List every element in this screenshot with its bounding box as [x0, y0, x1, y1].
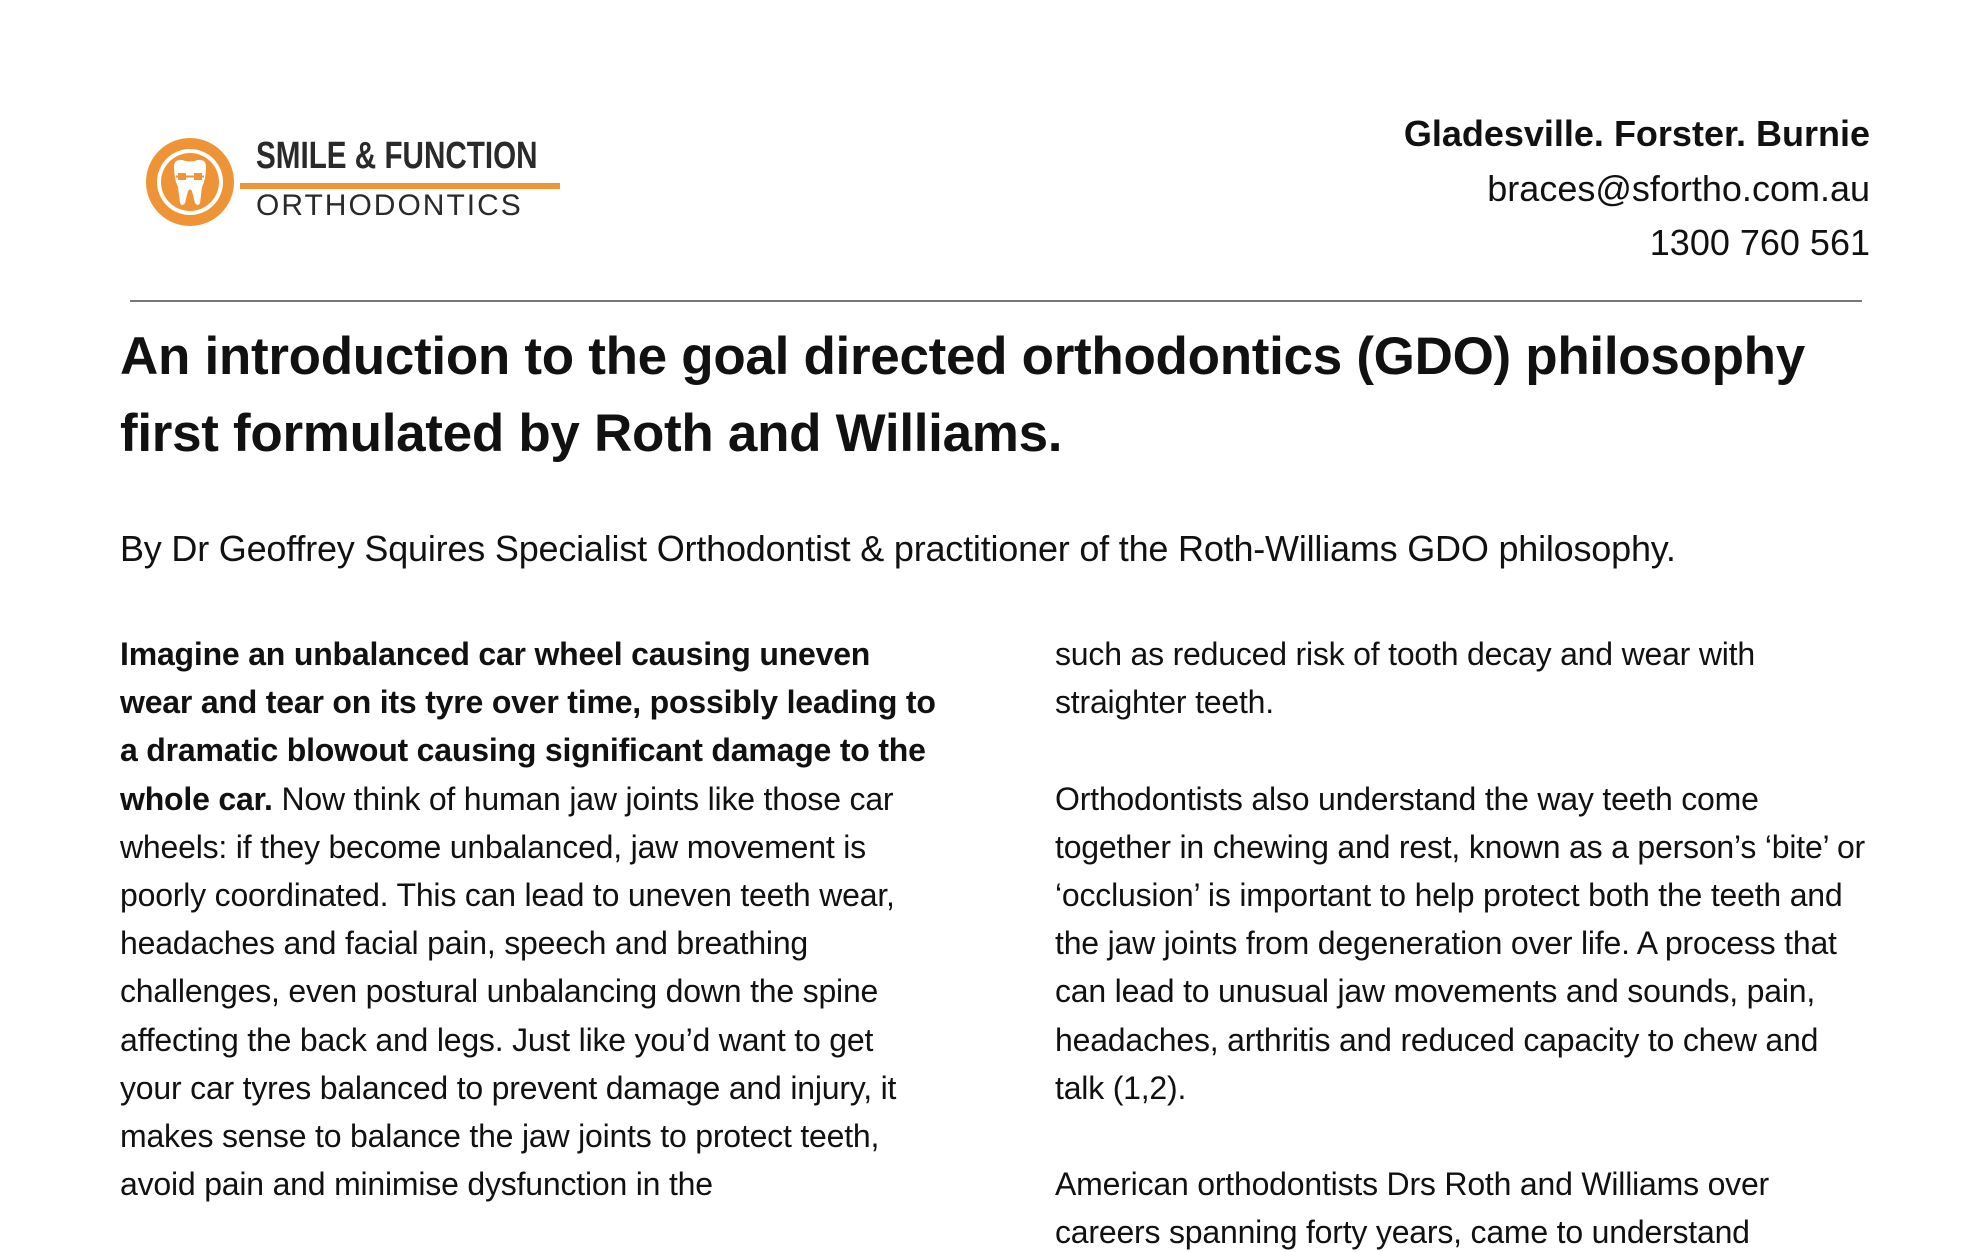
right-paragraph-1: such as reduced risk of tooth decay and wear with straighter teeth. [1055, 636, 1755, 721]
logo-brand-name: SMILE & FUNCTION [256, 135, 538, 177]
article-byline: By Dr Geoffrey Squires Specialist Orthodontist & practitioner of the Roth-Williams GDO philosophy. [120, 528, 1676, 569]
article-title: An introduction to the goal directed orthodontics (GDO) philosophy first formulated by Roth and Williams. [120, 327, 1805, 463]
right-paragraph-2: Orthodontists also understand the way teeth come together in chewing and rest, known as a person’s ‘bite’ or ‘occlusion’ is important to help protect both the teeth and the jaw joints from degeneration over life. A process that can lead to unusual jaw movements and sounds, pain, headaches, arthritis and reduced capacity to chew and talk (1,2). [1055, 780, 1866, 1106]
lead-sentence: Imagine an unbalanced car wheel causing uneven wear and tear on its tyre over time, possibly leading to a dramatic blowout causing significant damage to the whole car. [120, 636, 936, 817]
right-paragraph-3: American orthodontists Drs Roth and Williams over careers spanning forty years, came to understand [1055, 1166, 1770, 1251]
left-body-text: Now think of human jaw joints like those car wheels: if they become unbalanced, jaw movement is poorly coordinated. This can lead to uneven teeth wear, headaches and facial pain, speech and breathing challenges, even postural unbalancing down the spine affecting the back and legs. Just like you’d want to get your car tyres balanced to prevent damage and injury, it makes sense to balance the jaw joints to protect teeth, avoid pain and minimise dysfunction in the [120, 780, 897, 1203]
contact-phone[interactable]: 1300 760 561 [1649, 222, 1870, 263]
contact-email[interactable]: braces@sfortho.com.au [1487, 168, 1870, 209]
logo-subtitle: ORTHODONTICS [256, 189, 523, 222]
left-column [120, 630, 940, 1208]
right-column [1055, 630, 1875, 1252]
left-paragraph [120, 630, 940, 1208]
contact-block [1404, 106, 1870, 270]
header-divider [130, 300, 1862, 302]
tooth-with-braces-icon [140, 133, 240, 233]
logo [140, 133, 560, 233]
practice-locations: Gladesville. Forster. Burnie [1403, 113, 1870, 154]
